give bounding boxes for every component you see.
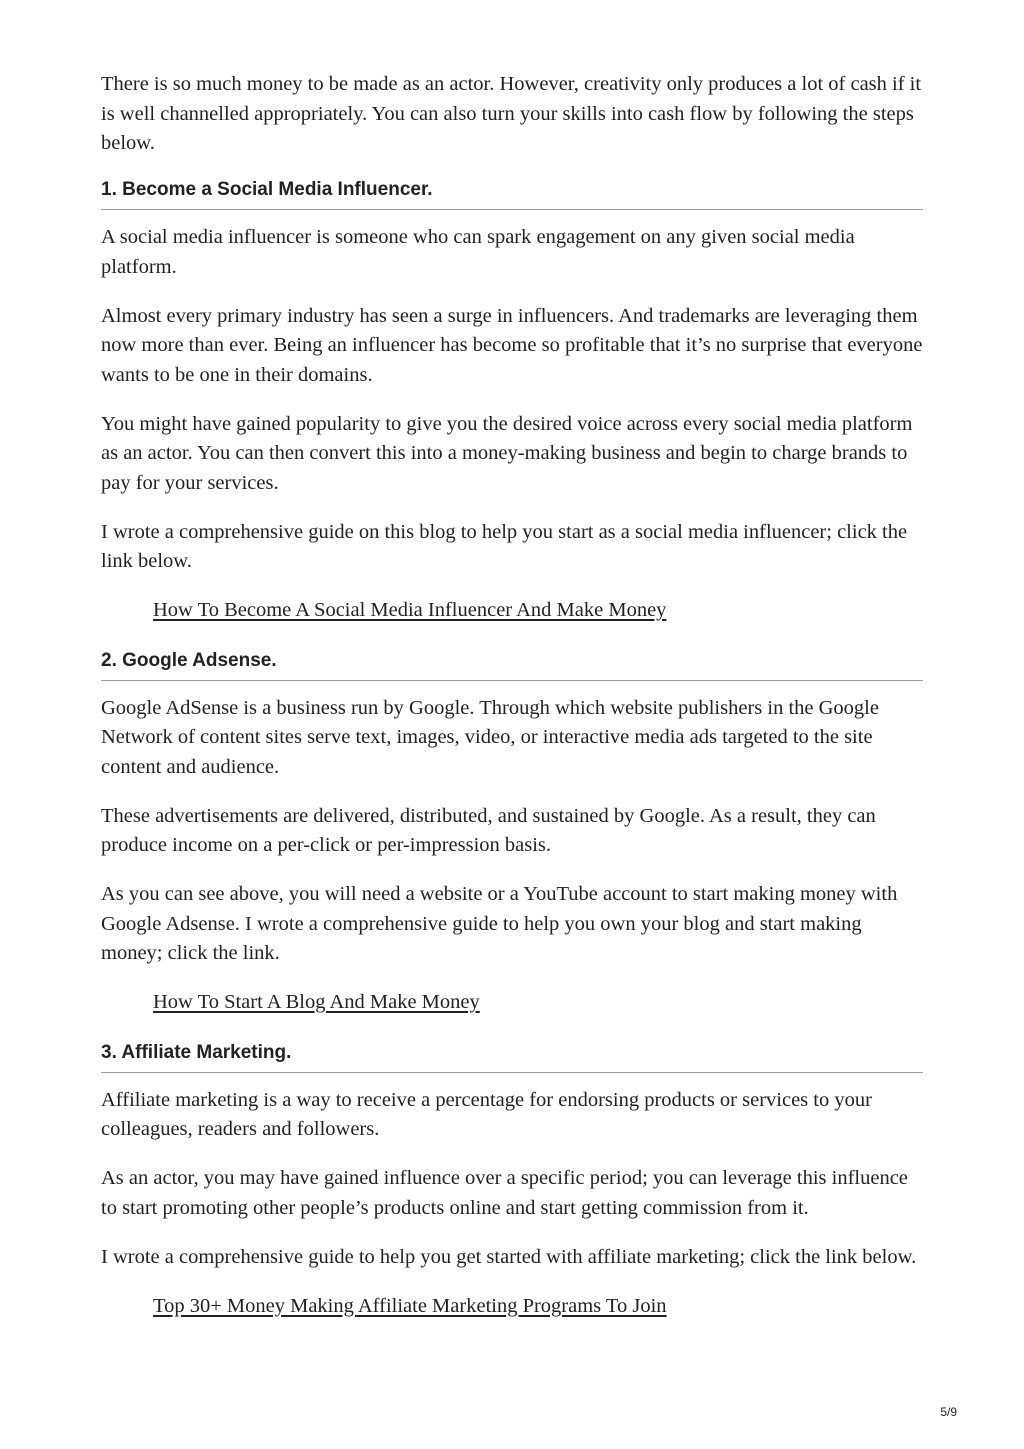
paragraph: You might have gained popularity to give you the desired voice across every social media platform as an actor. You can then convert this into a money-making business and begin to charge brands to pay for your services. [101, 412, 913, 494]
link-start-blog-guide[interactable]: How To Start A Blog And Make Money [153, 991, 480, 1013]
paragraph: I wrote a comprehensive guide to help you get started with affiliate marketing; click the link below. [101, 1245, 917, 1268]
paragraph: Google AdSense is a business run by Google. Through which website publishers in the Google Network of content sites serve text, images, video, or interactive media ads targeted to the site content and audience. [101, 696, 879, 778]
paragraph: As an actor, you may have gained influence over a specific period; you can leverage this influence to start promoting other people’s products online and start getting commission from it. [101, 1167, 908, 1219]
section-heading-google-adsense: 2. Google Adsense. [101, 649, 923, 681]
intro-paragraph: There is so much money to be made as an actor. However, creativity only produces a lot of cash if it is well channelled appropriately. You can also turn your skills into cash flow by following the steps below. [101, 73, 922, 154]
paragraph: I wrote a comprehensive guide on this blog to help you start as a social media influencer; click the link below. [101, 520, 908, 572]
section-heading-affiliate-marketing: 3. Affiliate Marketing. [101, 1041, 923, 1073]
paragraph: As you can see above, you will need a website or a YouTube account to start making money with Google Adsense. I wrote a comprehensive guide to help you own your blog and start making money; click the link. [101, 883, 898, 964]
paragraph: These advertisements are delivered, distributed, and sustained by Google. As a result, they can produce income on a per-click or per-impression basis. [101, 804, 876, 856]
article-body [101, 70, 923, 1344]
link-container [153, 596, 923, 626]
paragraph: A social media influencer is someone who can spark engagement on any given social media platform. [101, 226, 855, 278]
link-affiliate-programs-guide[interactable]: Top 30+ Money Making Affiliate Marketing Programs To Join [153, 1294, 667, 1317]
paragraph: Affiliate marketing is a way to receive a percentage for endorsing products or services to your colleagues, readers and followers. [101, 1088, 872, 1140]
paragraph: Almost every primary industry has seen a surge in influencers. And trademarks are leveraging them now more than ever. Being an influencer has become so profitable that it’s no surprise that everyone wants to be one in their domains. [101, 304, 923, 386]
link-container [153, 1292, 923, 1322]
link-container [153, 988, 923, 1018]
section-heading-social-media-influencer: 1. Become a Social Media Influencer. [101, 178, 923, 210]
link-social-media-influencer-guide[interactable]: How To Become A Social Media Influencer And Make Money [153, 599, 667, 621]
page-number: 5/9 [940, 1405, 957, 1419]
